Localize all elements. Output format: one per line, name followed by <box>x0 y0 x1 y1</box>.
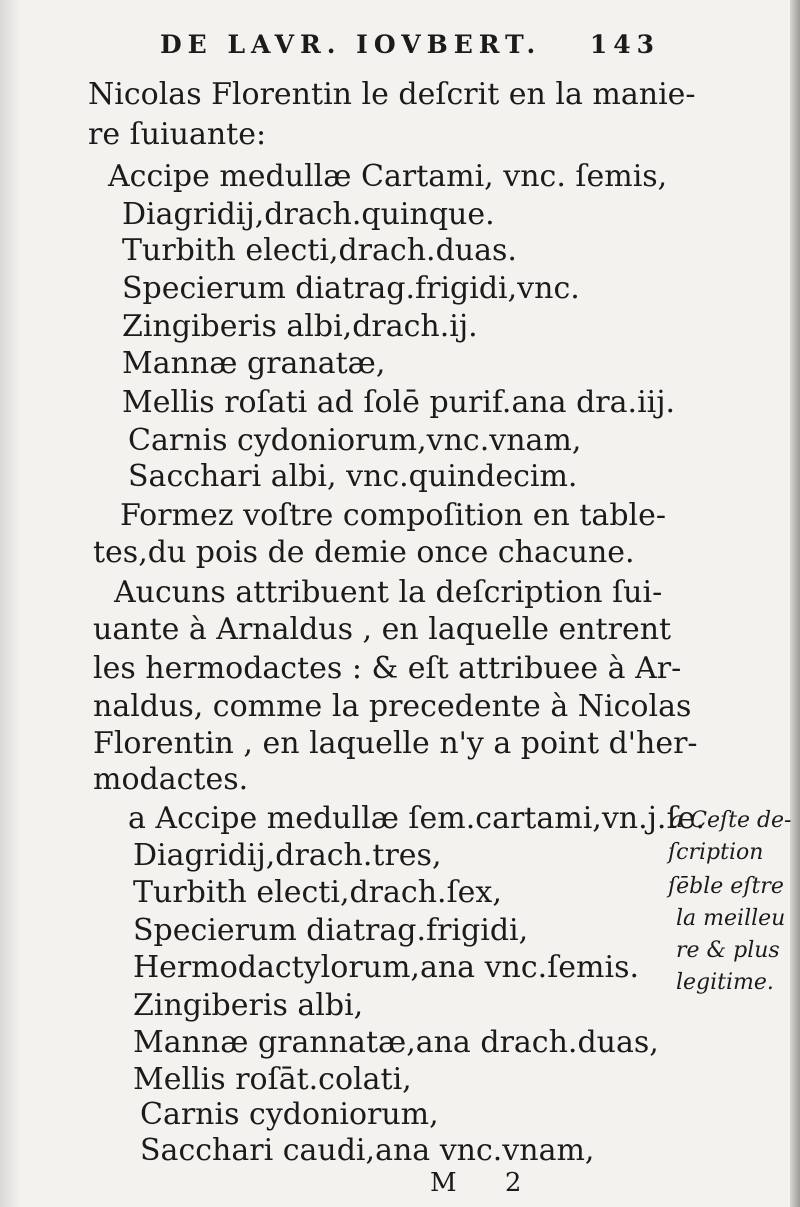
page-gutter-shadow <box>0 0 20 1207</box>
sidenote-line: ſēble eſtre <box>668 874 784 899</box>
page-number: 143 <box>589 30 660 59</box>
text-line: modactes. <box>93 762 249 797</box>
text-line: Diagridij,drach.quinque. <box>122 197 495 232</box>
text-line: Carnis cydoniorum,vnc.vnam, <box>128 423 582 458</box>
text-line: re ſuiuante: <box>88 117 267 152</box>
text-line: uante à Arnaldus , en laquelle entrent <box>93 612 672 647</box>
page-header <box>160 30 660 70</box>
text-line: Zingiberis albi, <box>133 988 364 1023</box>
text-line: les hermodactes : & eſt attribuee à Ar- <box>93 651 682 686</box>
text-line: Sacchari albi, vnc.quindecim. <box>128 459 578 494</box>
text-line: Accipe medullæ Cartami, vnc. ſemis, <box>108 159 668 194</box>
text-line: Mannæ grannatæ,ana drach.duas, <box>133 1025 659 1060</box>
text-line: Aucuns attribuent la deſcription ſui- <box>114 575 663 610</box>
text-line: Zingiberis albi,drach.ij. <box>122 309 478 344</box>
text-line: Diagridij,drach.tres, <box>133 838 442 873</box>
text-line: Mellis roſāt.colati, <box>133 1062 412 1097</box>
text-line: Formez voſtre compoſition en table- <box>120 498 667 533</box>
text-line: Nicolas Florentin le deſcrit en la manie- <box>88 77 696 112</box>
text-line: Turbith electi,drach.duas. <box>122 233 517 268</box>
text-line: Turbith electi,drach.ſex, <box>133 875 502 910</box>
signature-mark: M 2 <box>430 1168 542 1198</box>
running-head: DE LAVR. IOVBERT. <box>160 30 542 59</box>
sidenote-line: re & plus <box>676 938 780 963</box>
text-line: naldus, comme la precedente à Nicolas <box>93 689 692 724</box>
sidenote-line: legitime. <box>676 970 774 995</box>
sidenote-line: la meilleu <box>676 906 786 931</box>
text-line: Hermodactylorum,ana vnc.ſemis. <box>133 950 640 985</box>
page-edge-shadow <box>790 0 800 1207</box>
text-line: Florentin , en laquelle n'y a point d'her- <box>93 726 698 761</box>
sidenote-line: ſcription <box>668 840 764 865</box>
text-line: tes,du pois de demie once chacune. <box>93 535 635 570</box>
text-line: Sacchari caudi,ana vnc.vnam, <box>140 1133 595 1168</box>
text-line: Specierum diatrag.frigidi, <box>133 913 529 948</box>
text-line: Mellis roſati ad ſolē purif.ana dra.iij. <box>122 385 676 420</box>
text-line: Carnis cydoniorum, <box>140 1097 439 1132</box>
text-line: Mannæ granatæ, <box>122 346 386 381</box>
text-line: Specierum diatrag.frigidi,vnc. <box>122 271 580 306</box>
text-line: a Accipe medullæ ſem.cartami,vn.j.ſe. <box>128 801 705 836</box>
sidenote-line: a Ceſte de- <box>670 808 792 833</box>
